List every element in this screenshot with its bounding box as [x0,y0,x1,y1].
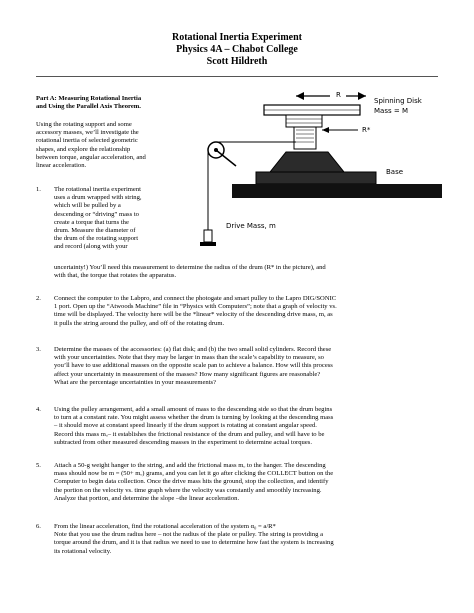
part-a-heading-line1: Part A: Measuring Rotational Inertia [36,95,142,102]
step-5-line: mass should now be m = (50+ mₒ) grams, and you can let it go after clicking the COLLECT button on the [54,470,334,478]
intro-line: rotational inertia of selected geometric [36,137,138,145]
step-1-wide [54,264,449,280]
drum-shape [286,115,322,127]
step-3-line: Determine the masses of the accessories: (a) flat disk; and (b) the two small solid cylinders. Record these [54,346,332,353]
header-divider [36,76,438,77]
label-r: R [336,91,341,99]
apparatus-diagram [196,80,444,256]
drive-mass-shape [204,230,212,242]
step-3-line: What are the percentage uncertainties in your measurements? [54,378,217,386]
intro-line: Using the rotating support and some [36,121,132,128]
step-5-line: the portion on the velocity vs. time graph where the velocity was constantly and smoothly increasing. [54,486,322,494]
step-1-line: drum. Measure the diameter of [54,227,136,235]
step-number: 4. [36,406,41,413]
intro-line: accessory masses, we’ll investigate the [36,129,139,137]
step-3-line: affect your uncertainty in measurement of the masses? How many significant figures are reasonable? [54,370,321,378]
base-platform [256,172,376,184]
course-name: Physics 4A – Chabot College [176,44,298,55]
step-1-narrow [54,186,204,252]
step-number: 6. [36,523,41,530]
step-number: 5. [36,462,41,469]
step-6-line: torque around the drum, and it is that radius we need to use to determine how fast the system is increasing [54,539,334,547]
intro-paragraph [36,121,211,170]
label-r-star: R* [362,126,371,134]
step-2-line: time will be displayed. The velocity here will be the *linear* velocity of the descending drive mass, m, as [54,311,333,319]
step-4-line: Record this mass mₒ– it establishes the frictional resistance of the drum and pulley, and will have to be [54,430,325,438]
intro-line: linear acceleration. [36,162,87,170]
step-6-text [54,523,449,556]
step-4-line: Using the pulley arrangement, add a small amount of mass to the descending side so that the drum begins [54,406,333,413]
step-number: 2. [36,295,41,302]
step-6-line: its rotational velocity. [54,547,112,555]
base-shape [270,152,344,172]
step-number: 1. [36,186,41,193]
r-arrow-head-right [358,92,366,100]
part-a-heading-line2: and Using the Parallel Axis Theorem. [36,103,141,110]
step-3-line: you’ll have to use additional masses on the opposite scale pan to achieve a balance. How will this process [54,362,333,370]
step-1-line: with that, the torque that rotates the apparatus. [54,272,177,280]
intro-line: between torque, angular acceleration, and [36,153,146,161]
label-mass-m: Mass = M [374,107,408,115]
step-4-line: to turn at a constant rate. You might assess whether the drum is turning by looking at the descending mass [54,414,334,422]
step-1-line: and record (along with your [54,243,128,251]
step-1-line: The rotational inertia experiment [54,186,141,193]
step-3-line: with your uncertainties. Note that they may be larger in mass than the scale’s capability to measure, so [54,354,324,362]
label-base: Base [386,168,404,176]
step-6-line: From the linear acceleration, find the rotational acceleration of the system α₀ = a/R* [54,523,276,530]
step-5-line: Attach a 50-g weight hanger to the string, and add the frictional mass mₒ to the hanger. The descending [54,462,326,469]
step-2-line: it pulls the string around the pulley, and off of the rotating drum. [54,319,225,327]
step-number: 3. [36,346,41,353]
author-name: Scott Hildreth [206,56,268,67]
r-arrow-head-left [296,92,304,100]
step-1-line: descending or “driving” mass to [54,210,139,218]
step-4-text [54,406,449,447]
step-2-text [54,295,449,328]
step-1-line: uncertainty!) You’ll need this measurement to determine the radius of the drum (R* in the picture), and [54,264,326,271]
step-6-line: Note that you use the drum radius here – not the radius of the plate or pulley. The string is providing a [54,531,324,539]
step-3-text [54,346,449,387]
intro-line: shapes, and explore the relationship [36,145,131,153]
step-5-line: Computer to begin data collection. Once the drive mass hits the ground, stop the collection, and identify [54,478,329,486]
label-drive-mass: Drive Mass, m [226,222,276,230]
label-spinning-disk: Spinning Disk [374,97,422,105]
step-2-line: Connect the computer to the Labpro, and connect the photogate and smart pulley to the Lapro DIG/SONIC [54,295,337,302]
document-title: Rotational Inertia Experiment [172,32,302,43]
step-1-line: uses a drum wrapped with string, [54,194,142,202]
step-4-line: subtracted from other measured descending masses in the experiment to determine actual torques. [54,438,312,446]
step-5-line: Analyze that portion, and determine the slope –the linear acceleration. [54,494,240,502]
step-1-line: create a torque that turns the [54,218,129,226]
step-1-line: which will be pulled by a [54,202,121,210]
table-top [232,184,442,198]
step-1-line: the drum of the rotating support [54,235,139,243]
step-2-line: 1 port. Open up the “Atwoods Machine” file in “Physics with Computers”; note that a graph of velocity vs. [54,303,337,311]
step-5-text [54,462,449,503]
step-4-line: – it should move at constant speed linearly if the drum support is rotating at constant angular speed. [54,422,317,430]
